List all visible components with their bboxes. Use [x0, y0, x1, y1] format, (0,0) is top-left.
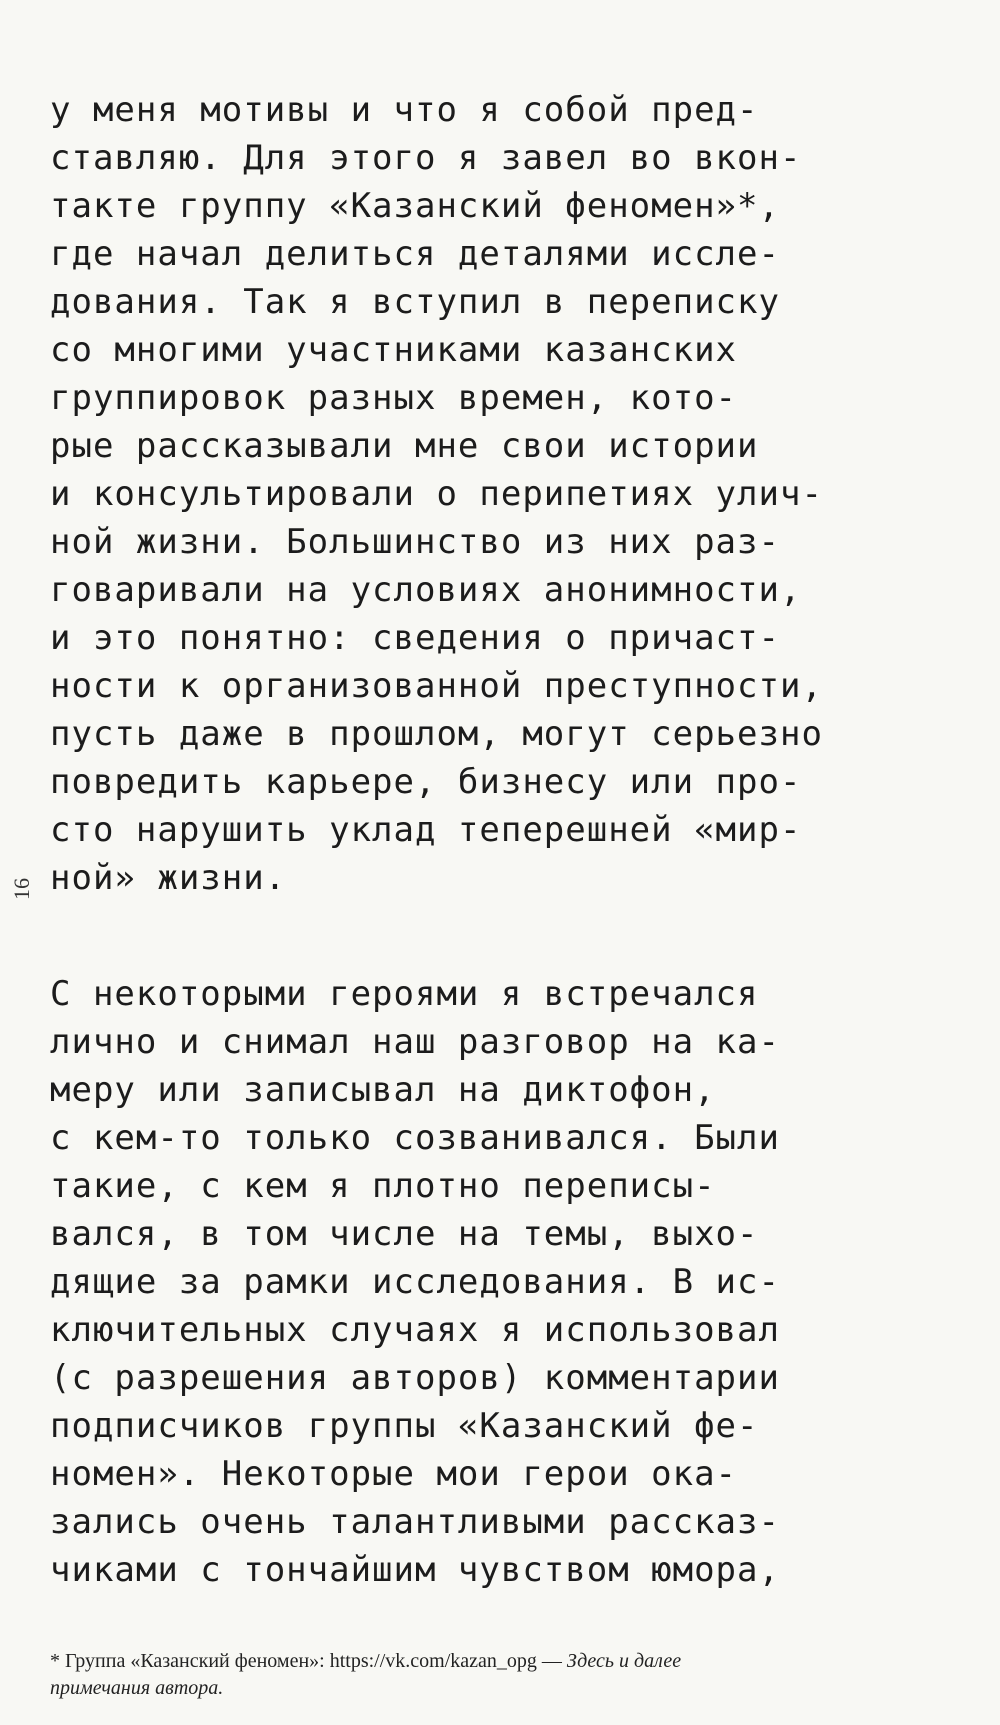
text-line: у меня мотивы и что я собой пред- — [50, 90, 759, 130]
text-line: ставляю. Для этого я завел во вкон- — [50, 138, 802, 178]
text-line: пусть даже в прошлом, могут серьезно — [50, 714, 823, 754]
page-number: 16 — [9, 878, 34, 900]
text-line: и это понятно: сведения о причаст- — [50, 618, 780, 658]
text-line: ной жизни. Большинство из них раз- — [50, 522, 780, 562]
text-line: где начал делиться деталями иссле- — [50, 234, 780, 274]
text-line: зались очень талантливыми рассказ- — [50, 1502, 780, 1542]
text-line: такте группу «Казанский феномен»*, — [50, 186, 780, 226]
text-line: подписчиков группы «Казанский фе- — [50, 1406, 759, 1446]
text-line: С некоторыми героями я встречался — [50, 974, 759, 1014]
text-line: дящие за рамки исследования. В ис- — [50, 1262, 780, 1302]
text-line: ной» жизни. — [50, 858, 287, 898]
text-line: рые рассказывали мне свои истории — [50, 426, 759, 466]
text-line: ности к организованной преступности, — [50, 666, 823, 706]
footnote-note: Здесь и далее — [566, 1650, 682, 1672]
footnote-text: * Группа «Казанский феномен»: https://vk.com/kazan_opg — — [50, 1650, 567, 1672]
text-line: меру или записывал на диктофон, — [50, 1070, 716, 1110]
text-line: со многими участниками казанских — [50, 330, 738, 370]
text-line: ключительных случаях я использовал — [50, 1310, 780, 1350]
text-line: дования. Так я вступил в переписку — [50, 282, 780, 322]
text-line: чиками с тончайшим чувством юмора, — [50, 1550, 780, 1590]
text-line: и консультировали о перипетиях улич- — [50, 474, 823, 514]
text-line: группировок разных времен, кото- — [50, 378, 738, 418]
footnote — [50, 1648, 950, 1702]
footnote-line-1 — [50, 1648, 950, 1675]
text-line: повредить карьере, бизнесу или про- — [50, 762, 802, 802]
text-line: такие, с кем я плотно переписы- — [50, 1166, 716, 1206]
text-line: сто нарушить уклад теперешней «мир- — [50, 810, 802, 850]
text-line: говаривали на условиях анонимности, — [50, 570, 802, 610]
text-line: номен». Некоторые мои герои ока- — [50, 1454, 738, 1494]
footnote-line-2: примечания автора. — [50, 1677, 224, 1699]
paragraph-2 — [50, 970, 950, 1594]
paragraph-1 — [50, 86, 950, 902]
text-line: (с разрешения авторов) комментарии — [50, 1358, 780, 1398]
text-line: вался, в том числе на темы, выхо- — [50, 1214, 759, 1254]
text-line: с кем-то только созванивался. Были — [50, 1118, 780, 1158]
text-line: лично и снимал наш разговор на ка- — [50, 1022, 780, 1062]
